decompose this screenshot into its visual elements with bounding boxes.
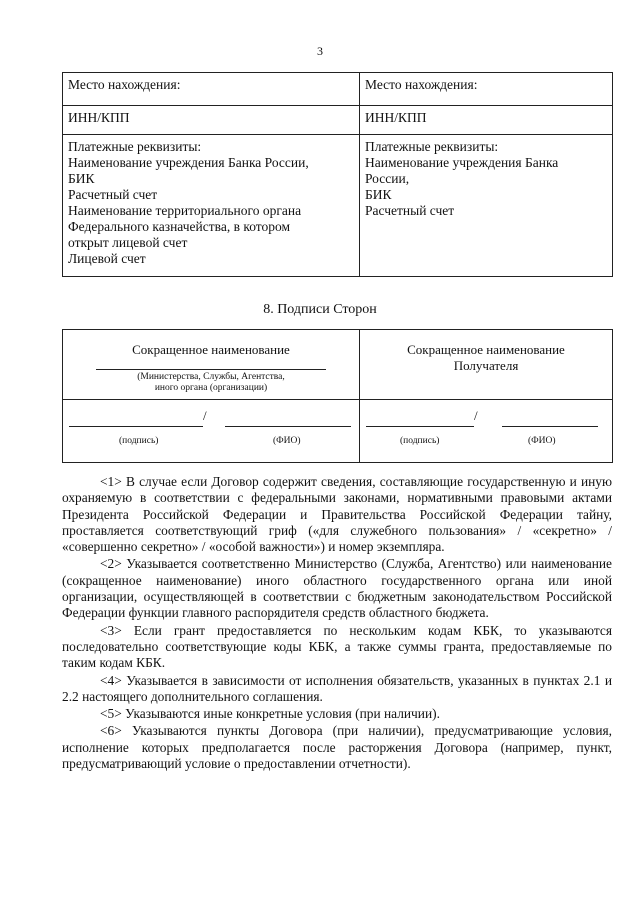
signatures-table (62, 329, 613, 463)
payment-line: БИК (365, 187, 392, 202)
left-party-hint (63, 372, 359, 394)
payment-line: Наименование территориального органа (68, 203, 302, 218)
payment-line: БИК (68, 171, 95, 186)
footnote-2: <2> Указывается соответственно Министерство (Служба, Агентство) или наименование (сокращенное наименование) иного областного государственного органа или иной организации, осуществляющей в соответствии с бюджетным законодательством Российской Федерации функции главного распорядителя средств областного бюджета. (62, 556, 612, 621)
footnote-4: <4> Указывается в зависимости от исполнения обязательств, указанных в пунктах 2.1 и 2.2 настоящего дополнительного соглашения. (62, 672, 612, 704)
payment-line: России, (365, 171, 410, 186)
payment-line: открыт лицевой счет (68, 235, 188, 250)
left-party-cell (63, 330, 360, 400)
name-line: Получателя (453, 358, 519, 373)
payment-line: Федерального казначейства, в котором (68, 219, 291, 234)
footnote-3: <3> Если грант предоставляется по нескольким кодам КБК, то указываются последовательно соответствующие коды КБК, а также суммы гранта, предоставляемые по таким кодам КБК. (62, 622, 612, 671)
signature-caption: (подпись) (400, 436, 440, 446)
fio-caption: (ФИО) (528, 436, 556, 446)
fio-line (225, 426, 351, 427)
right-party-name (360, 342, 612, 374)
name-underline (96, 369, 326, 370)
hint-line: (Министерства, Службы, Агентства, (137, 372, 285, 382)
left-inn: ИНН/КПП (63, 106, 360, 135)
signature-slash: / (474, 408, 478, 423)
payment-line: Наименование учреждения Банка (365, 155, 559, 170)
signature-line (69, 426, 203, 427)
right-inn: ИНН/КПП (360, 106, 613, 135)
fio-caption: (ФИО) (273, 436, 301, 446)
footnotes (62, 474, 612, 772)
footnote-5: <5> Указываются иные конкретные условия (при наличии). (100, 706, 440, 722)
payment-line: Платежные реквизиты: (365, 139, 499, 154)
payment-line: Лицевой счет (68, 251, 146, 266)
right-signature-cell (360, 400, 613, 463)
signature-caption: (подпись) (119, 436, 159, 446)
fio-line (502, 426, 598, 427)
left-payment-details (63, 135, 360, 277)
left-signature-cell (63, 400, 360, 463)
left-location: Место нахождения: (63, 73, 360, 106)
page-number: 3 (317, 44, 323, 58)
footnote-6: <6> Указываются пункты Договора (при наличии), предусматривающие условия, исполнение которых предполагается после расторжения Договора (например, пункт, предусматривающий условие о предоставлении отчетности). (62, 723, 612, 772)
right-payment-details (360, 135, 613, 277)
payment-line: Расчетный счет (68, 187, 158, 202)
hint-line: иного органа (организации) (154, 383, 268, 393)
section-title: 8. Подписи Сторон (263, 302, 377, 317)
payment-line: Наименование учреждения Банка России, (68, 155, 309, 170)
right-location: Место нахождения: (360, 73, 613, 106)
requisites-table (62, 72, 613, 277)
name-line: Сокращенное наименование (407, 342, 565, 357)
left-party-name: Сокращенное наименование (132, 342, 290, 357)
payment-line: Расчетный счет (365, 203, 455, 218)
signature-line (366, 426, 474, 427)
footnote-1: <1> В случае если Договор содержит сведения, составляющие государственную и иную охраняемую в соответствии с федеральными законами, нормативными правовыми актами Президента Российской Федерации и Правительства Российской Федерации тайну, проставляется соответствующий гриф («для служебного пользования» / «секретно» / «совершенно секретно» / «особой важности») и номер экземпляра. (62, 474, 612, 555)
right-party-cell (360, 330, 613, 400)
signature-slash: / (203, 408, 207, 423)
payment-line: Платежные реквизиты: (68, 139, 202, 154)
